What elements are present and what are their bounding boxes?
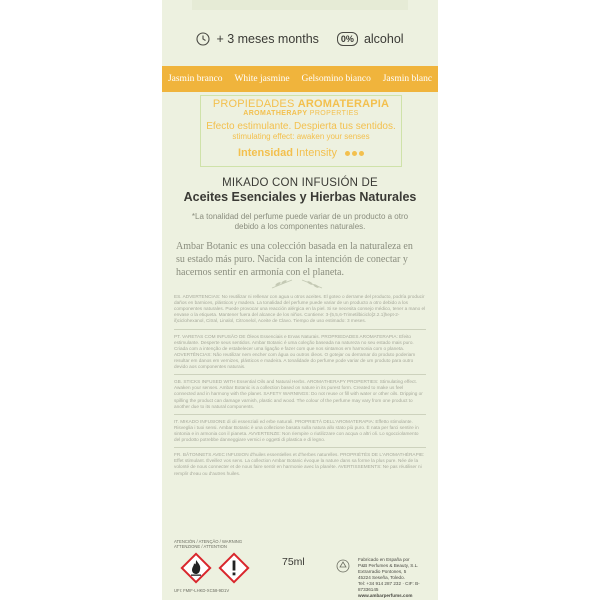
legal-pt: PT. VARETAS COM INFUSÃO DE Óleos Essenciais e Ervas Naturais. PROPRIEDADES AROMATERAPIA: Efeito estimulante. Desperte seus sentidos. Ambar Botanic é uma coleção baseada na natureza no seu estado mais puro. Criada com a intenção de estabelecer uma ligação e fazer com que nos sintamos em harmonia com o planeta. ADVERTÊNCIAS: Não reutilizar nem encher com água ou outros óleos. O gotejar ou derramar do produto poderiam resultar em danos em vernizes, plásticos e madeira. A tonalidade do perfume pode variar de um produto para outro devido aos componentes naturais. <box>174 333 416 370</box>
effect-es: Efecto estimulante. Despierta tus sentidos. <box>206 121 396 132</box>
effect-en: stimulating effect: awaken your senses <box>232 132 370 141</box>
scent-name-fr: Jasmin blanc <box>382 74 433 84</box>
duration-alcohol-row <box>162 12 438 66</box>
duration-text: + 3 meses months <box>216 32 319 46</box>
product-heading <box>162 177 438 204</box>
recycle-icon <box>336 559 350 573</box>
volume-label: 75ml <box>282 556 305 568</box>
aromatherapy-properties-box <box>200 95 402 167</box>
herb-sprig-icon <box>270 278 294 290</box>
clock-icon <box>196 32 210 46</box>
flammable-hazard-icon <box>180 552 212 584</box>
package-back <box>162 0 438 600</box>
manufacturer-info: Fabricado en España por P&B Perfumes & Beauty, S.L. Extrarradio Pontones, 5 45224 Seseña, Toledo. Tel: +34 914 287 232 · CIF: B-87336145 www.ambarperfums.com <box>358 557 434 599</box>
duration-info <box>196 32 318 46</box>
exclamation-hazard-icon <box>218 552 250 584</box>
multilingual-legal-text <box>174 294 426 480</box>
scent-band <box>162 66 438 92</box>
box-top-flap <box>192 0 408 10</box>
legal-fr: FR. BÂTONNETS AVEC INFUSION d'huiles essentielles et d'herbes naturelles. PROPRIÉTÉS DE L'AROMATHÉRAPIE: Effet stimulant. Éveillez vos sens. La collection Ambar Botanic évoque la nature dans sa forme la plus pure. Née de la volonté de nous connecter et de nous faire sentir en harmonie avec la planète. AVERTISSEMENTS: Ne pas réutiliser ni remplir d'eau ou d'autres huiles. <box>174 452 425 476</box>
website-url: www.ambarperfums.com <box>358 592 413 598</box>
properties-title: PROPIEDADES AROMATERAPIA <box>212 98 390 110</box>
legal-es: ES. ADVERTENCIAS: No reutilizar ni rellenar con agua u otros aceites. El goteo o derrame del producto, podría producir daños en barnices, plásticos y madera. La tonalidad del perfume puede variar de un producto a otro debido a los componentes naturales. Puede provocar una reacción alérgica en la piel. Si se necesita consejo médico, tener a mano el envase o la etiqueta. Mantener fuera del alcance de los niños. Contiene: 3-(5,5,6-Trimetilbiciclo[2.2.1]hept-2-il)ciclohexanol, Citral, Linalol, Citronelol, Aceite de Clavo. Tiempo de uso estimado: 3 meses. <box>174 294 426 324</box>
zero-percent-badge: 0% <box>337 32 358 46</box>
intensity-label-es: Intensidad <box>237 147 293 159</box>
alcohol-info <box>337 32 404 46</box>
scent-name-pt: Jasmin branco <box>167 74 223 84</box>
product-heading-line2: Aceites Esenciales y Hierbas Naturales <box>183 190 417 204</box>
intensity-dots-icon <box>343 147 364 159</box>
herb-sprig-icon <box>300 278 324 290</box>
scent-name-it: Gelsomino bianco <box>301 74 371 84</box>
tonality-note: *La tonalidad del perfume puede variar de un producto a otro debido a los componentes naturales. <box>191 212 409 231</box>
properties-subtitle: AROMATHERAPY PROPERTIES <box>243 110 359 117</box>
product-heading-line1: MIKADO CON INFUSIÓN DE <box>222 177 378 189</box>
intensity-label-en: Intensity <box>292 147 337 159</box>
ufi-code: UFI: FMIF-LHKD-XC58-9D1V <box>174 588 230 593</box>
legal-gb: GB. STICKS INFUSED WITH Essential Oils and Natural Herbs. AROMATHERAPY PROPERTIES: Stimulating effect. Awaken your senses. Ambar Botanic is a collection based on nature in its purest form. Created to make us feel connected and in harmony with the planet. SAFETY WARNINGS: Do not reuse or fill with water or other oils. Dripping or spilling the product can damage varnish, plastic and wood. The colour of the perfume may vary from one product to another due to its natural components. <box>174 379 423 409</box>
legal-it: IT. MIKADO INFUSIONE di oli essenziali ed erbe naturali. PROPRIETÀ DELL'AROMATERAPIA: Effetto stimolante. Risveglia i tuoi sensi. Ambar Botanic è una collezione basata sulla natura allo stato più puro. È nata per farci sentire in sintonia e in armonia con il pianeta. AVVERTENZE: Non riempire o riutilizzare con acqua o altri oli. Lo sgocciolamento del prodotto potrebbe danneggiare vernici e oggetti di plastica e di legno. <box>174 418 419 443</box>
warning-label: ATENCIÓN / ATENÇÃO / WARNING ATTENZIONE / ATTENTION <box>174 539 243 550</box>
intensity-row <box>201 147 401 159</box>
brand-description: Ambar Botanic es una colección basada en la naturaleza en su estado más puro. Nacida con la intención de conectar y hacernos sentir en armonía con el planeta. <box>176 241 413 279</box>
alcohol-text: alcohol <box>363 32 404 46</box>
scent-name-en: White jasmine <box>234 74 290 84</box>
